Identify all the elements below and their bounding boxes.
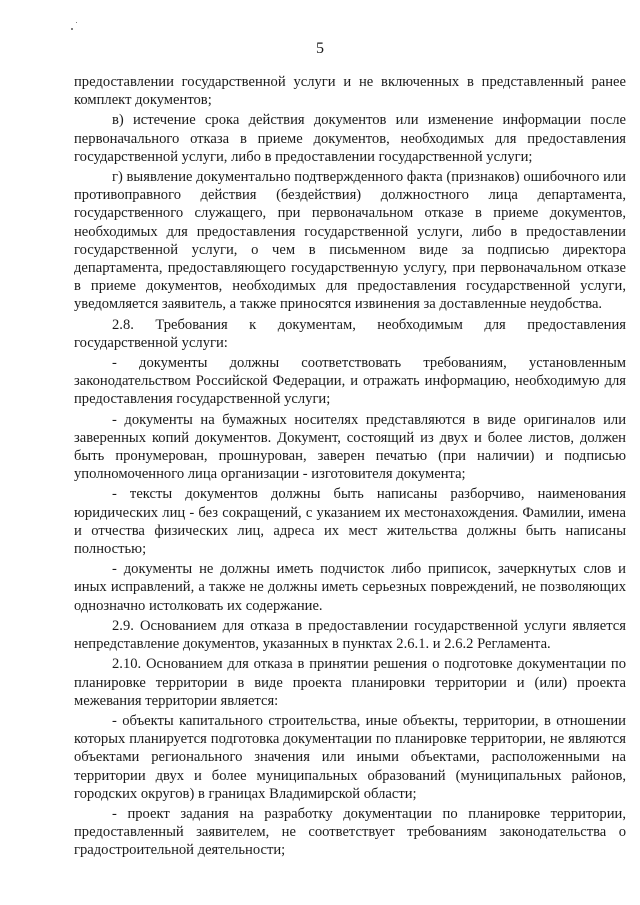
body-text <box>74 73 626 862</box>
paragraph: 2.8. Требования к документам, необходимым для предоставления государственной услуги: <box>74 316 626 351</box>
paragraph: - проект задания на разработку документации по планировке территории, предоставленный заявителем, не соответствует требованиям законодательства о градостроительной деятельности; <box>74 805 626 859</box>
paragraph: - документы должны соответствовать требованиям, установленным законодательством Российской Федерации, и отражать информацию, необходимую для предоставления государственной услуги; <box>74 355 626 408</box>
paragraph: 2.9. Основанием для отказа в предоставлении государственной услуги является непредставление документов, указанных в пунктах 2.6.1. и 2.6.2 Регламента. <box>74 617 626 653</box>
paragraph: - документы на бумажных носителях представляются в виде оригиналов или заверенных копий документов. Документ, состоящий из двух и более листов, должен быть пронумерован, прошнурован, заверен печатью (при наличии) и подписью уполномоченного лица организации - изготовителя документа; <box>74 411 626 483</box>
paragraph: предоставлении государственной услуги и не включенных в представленный ранее комплект документов; <box>74 74 626 109</box>
paragraph: - объекты капитального строительства, иные объекты, территории, в отношении которых планируется подготовка документации по планировке территории, не являются объектами регионального значения или иными объектами, расположенными на территории двух и более муниципальных образований (муниципальных районов, городских округов) в границах Владимирской области; <box>74 712 626 802</box>
scan-speck <box>76 22 77 23</box>
scan-speck <box>71 28 73 30</box>
paragraph: в) истечение срока действия документов или изменение информации после первоначального отказа в приеме документов, необходимых для предоставления государственной услуги, либо в предоставлении государственной услуги; <box>74 112 626 165</box>
page-number: 5 <box>316 40 324 57</box>
paragraph: 2.10. Основанием для отказа в принятии решения о подготовке документации по планировке территории в виде проекта планировки территории и (или) проекта межевания территории является: <box>74 656 626 709</box>
paragraph: г) выявление документально подтвержденного факта (признаков) ошибочного или противоправного действия (бездействия) должностного лица департамента, государственного служащего, при первоначальном отказе в приеме документов, необходимых для предоставления государственной услуги, либо в предоставлении государственной услуги, о чем в письменном виде за подписью директора департамента, предоставляющего государственную услугу, при первоначальном отказе в приеме документов, необходимых для предоставления государственной услуги, уведомляется заявитель, а также приносятся извинения за доставленные неудобства. <box>74 169 626 313</box>
paragraph: - документы не должны иметь подчисток либо приписок, зачеркнутых слов и иных исправлений, а также не должны иметь серьезных повреждений, не позволяющих однозначно истолковать их содержание. <box>74 561 626 614</box>
paragraph: - тексты документов должны быть написаны разборчиво, наименования юридических лиц - без сокращений, с указанием их местонахождения. Фамилии, имена и отчества физических лиц, адреса их мест жительства должны быть написаны полностью; <box>74 486 626 558</box>
